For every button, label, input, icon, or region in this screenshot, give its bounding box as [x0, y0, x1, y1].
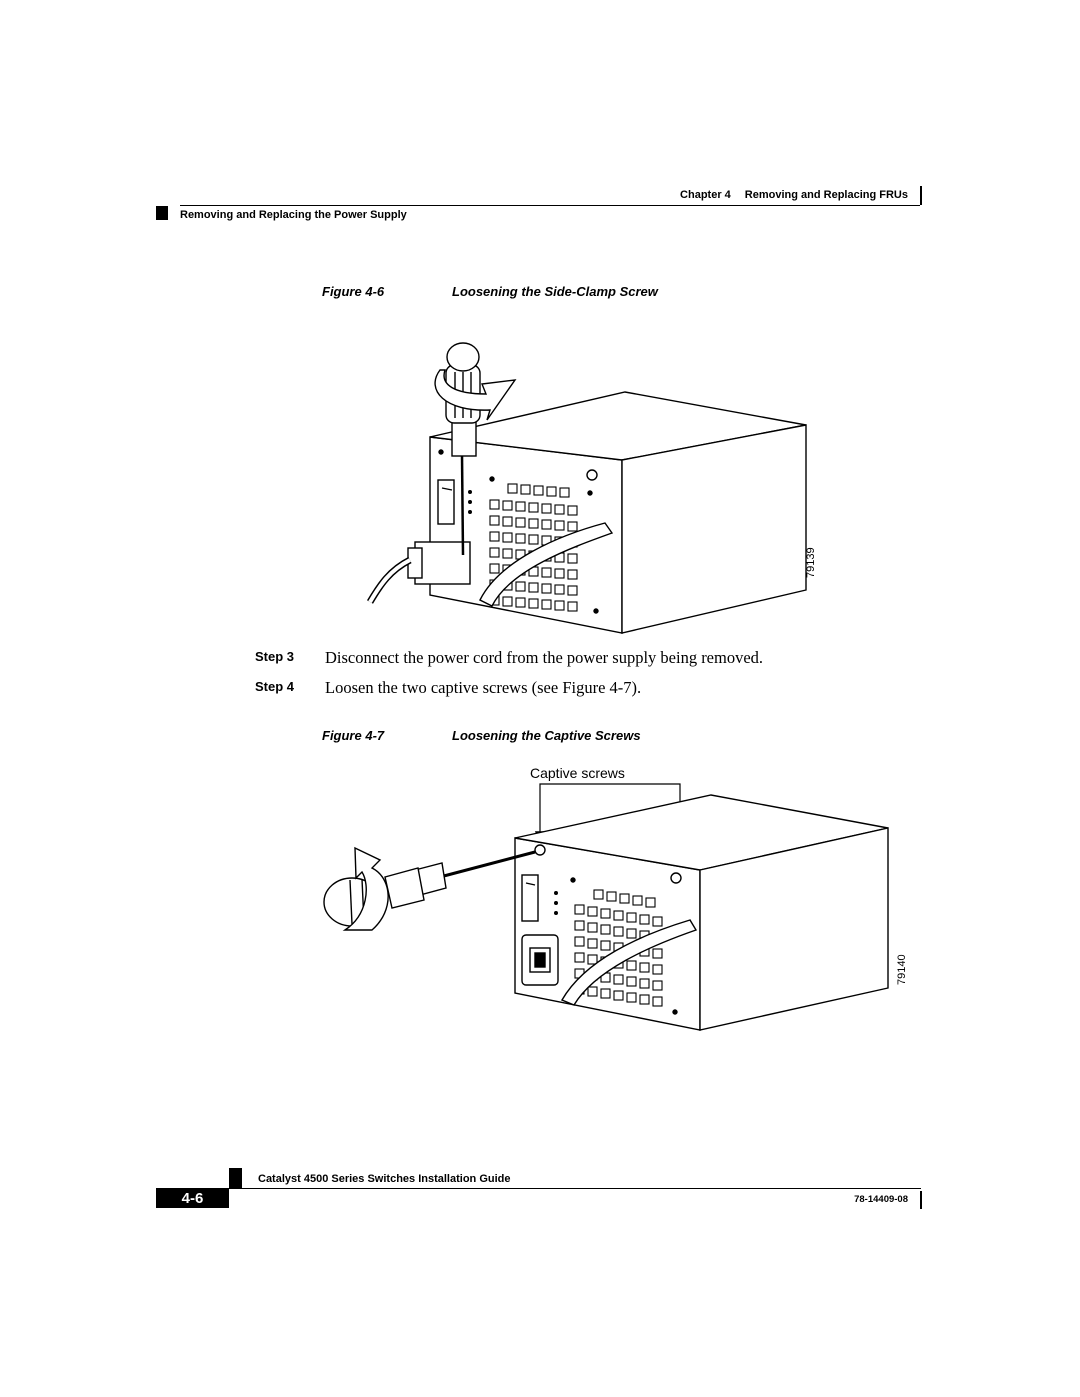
- chapter-label: Chapter 4: [680, 189, 731, 201]
- step-4-label: Step 4: [255, 679, 295, 694]
- captive-screws-callout: Captive screws: [530, 765, 625, 781]
- header-rule: [180, 205, 920, 206]
- footer-bar: [920, 1191, 922, 1209]
- header-bar: [920, 186, 922, 205]
- figure-7-label: Figure 4-7: [322, 728, 385, 743]
- figure-7-title: Loosening the Captive Screws: [452, 728, 641, 743]
- captive-screw-left: [535, 845, 545, 855]
- step-4-text: Loosen the two captive screws (see Figure 4-7).: [325, 678, 642, 697]
- captive-screw: [587, 470, 597, 480]
- footer-rule: [229, 1188, 921, 1189]
- power-switch: [438, 480, 454, 524]
- doc-number: 78-14409-08: [854, 1194, 908, 1205]
- captive-screw-right: [671, 873, 681, 883]
- figure-6-title: Loosening the Side-Clamp Screw: [452, 284, 658, 299]
- figure-7-illustration: [320, 760, 920, 1040]
- book-title: Catalyst 4500 Series Switches Installation Guide: [258, 1173, 511, 1185]
- header-marker: [156, 206, 168, 220]
- step-3-label: Step 3: [255, 649, 295, 664]
- figure-6-label: Figure 4-6: [322, 284, 385, 299]
- step-3-text: Disconnect the power cord from the power supply being removed.: [325, 648, 764, 667]
- psu-side-face: [622, 425, 806, 633]
- figure-6-illustration: [360, 335, 830, 635]
- footer-marker: [229, 1168, 242, 1188]
- power-switch: [522, 875, 538, 921]
- figure-6-id: 79139: [805, 547, 817, 578]
- section-title: Removing and Replacing the Power Supply: [180, 209, 407, 221]
- figure-7-id: 79140: [896, 954, 908, 985]
- chapter-title: Removing and Replacing FRUs: [744, 189, 908, 201]
- page-number: 4-6: [156, 1188, 229, 1208]
- running-header: [560, 189, 908, 201]
